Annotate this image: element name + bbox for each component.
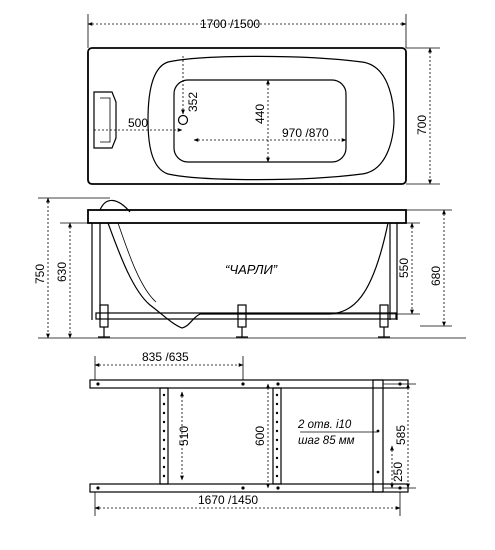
width-dimension-label: 700	[415, 114, 429, 135]
frame-top-rail	[90, 380, 408, 388]
leg-span-label: 600	[253, 425, 267, 446]
offset-dimension-label: 835 /635	[142, 350, 189, 364]
adjustable-foot	[378, 305, 390, 337]
rim-height-label: 680	[429, 265, 443, 286]
inner-width-label: 440	[253, 103, 267, 124]
inner-span-label: 510	[177, 425, 191, 446]
frame-length-label: 1670 /1450	[198, 493, 259, 507]
headrest-detail	[100, 98, 110, 142]
drain-hole	[179, 116, 188, 125]
inner-length-label: 970 /870	[282, 126, 329, 140]
drain-offset-x-label: 500	[128, 116, 149, 130]
frame-bottom-rail	[90, 484, 408, 492]
holes-note-line2: шаг 85 мм	[298, 435, 355, 447]
overall-span-label: 585	[394, 424, 408, 445]
drain-offset-y-label: 352	[186, 91, 200, 112]
headrest	[94, 92, 116, 148]
top-view	[88, 14, 440, 184]
depth-label: 550	[397, 257, 411, 278]
hole-spacing-label: 250	[391, 461, 405, 482]
frame-cross-member	[273, 388, 281, 484]
tub-rim	[88, 210, 406, 223]
adjustable-foot	[98, 305, 110, 337]
model-name: “ЧАРЛИ”	[225, 262, 278, 277]
total-height-label: 750	[33, 263, 47, 284]
holes-note-line1: 2 отв. i10	[298, 419, 352, 431]
adjustable-foot	[236, 305, 248, 337]
frame-cross-member	[160, 388, 168, 484]
frame-view	[90, 350, 416, 516]
side-view	[33, 198, 466, 338]
length-dimension-label: 1700 /1500	[200, 17, 261, 31]
frame-rear-member	[373, 380, 383, 492]
leg-height-label: 630	[55, 261, 69, 282]
